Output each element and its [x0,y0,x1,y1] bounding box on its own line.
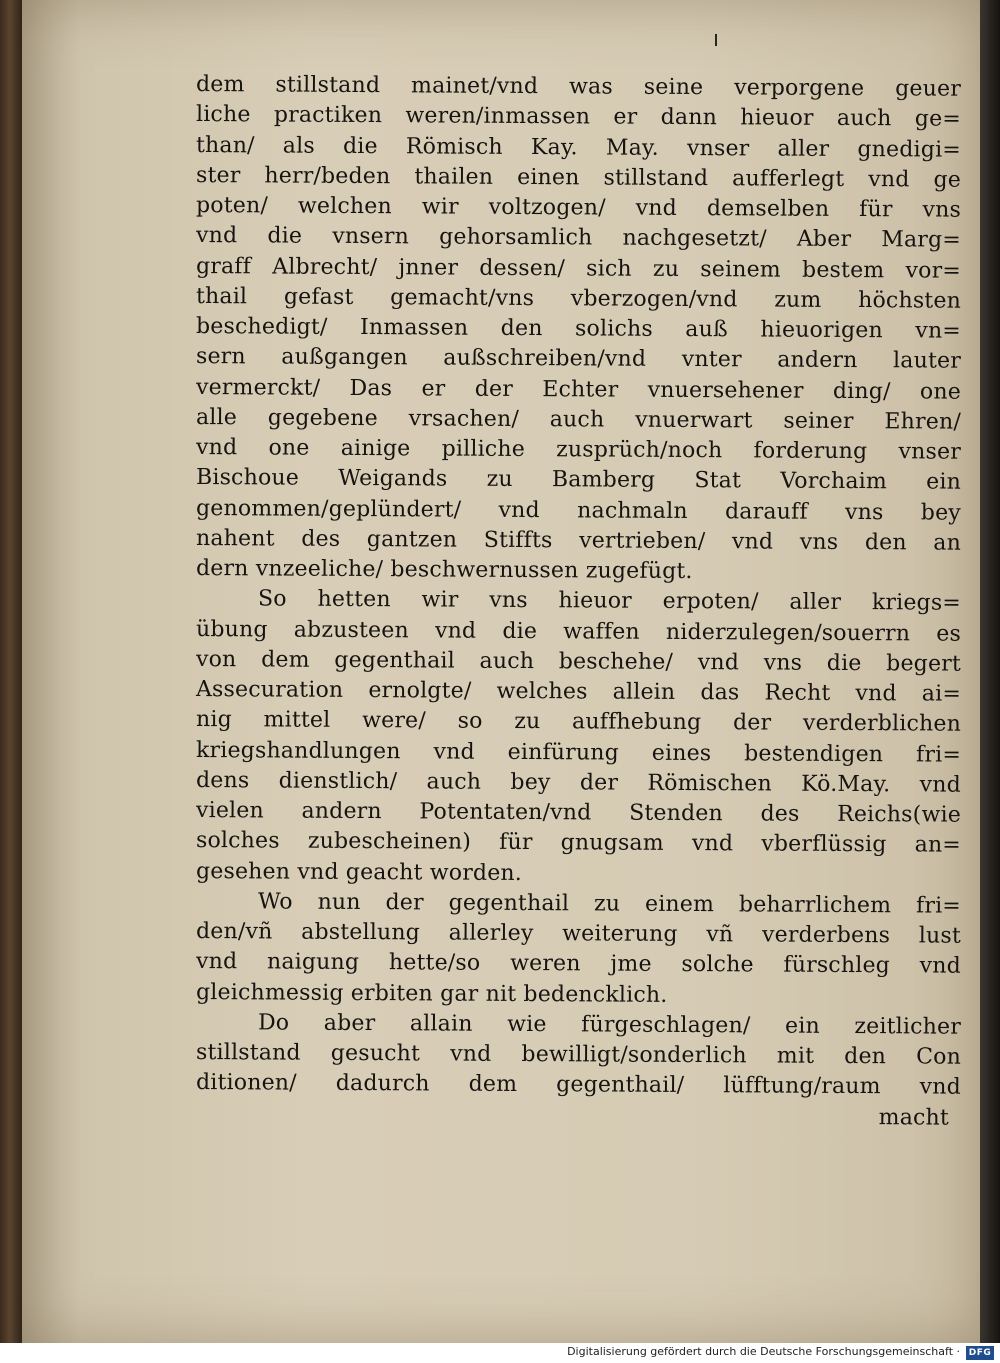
text-line: vnd one ainige pilliche zusprüch/noch forderung vnser [195,435,962,465]
text-block [196,70,961,1129]
text-line: stillstand gesucht vnd bewilligt/sonderlich mit den Con [195,1040,962,1070]
book-spine [0,0,22,1343]
text-line: beschedigt/ Inmassen den solichs auß hieuorigen vn= [195,314,962,344]
text-line: vermerckt/ Das er der Echter vnuersehener ding/ one [195,374,962,405]
text-line: genommen/geplündert/ vnd nachmaln darauff vns bey [195,495,962,526]
text-line: übung abzusteen vnd die waffen niderzulegen/souerrn es [195,616,962,647]
text-line: Bischoue Weigands zu Bamberg Stat Vorchaim ein [195,465,962,495]
text-line: alle gegebene vrsachen/ auch vnuerwart seiner Ehren/ [195,404,962,435]
text-line: nahent des gantzen Stiffts vertrieben/ vnd vns den an [195,525,962,556]
text-line: Do aber allain wie fürgeschlagen/ ein zeitlicher [257,1010,962,1040]
text-line: graff Albrecht/ jnner dessen/ sich zu seinem bestem vor= [195,253,962,284]
text-line: thail gefast gemacht/vns vberzogen/vnd zum höchsten [195,283,962,314]
text-line: dens dienstlich/ auch bey der Römischen Kö.May. vnd [195,767,962,798]
text-line: kriegshandlungen vnd einfürung eines bestendigen fri= [195,737,962,768]
text-line: nig mittel were/ so zu auffhebung der verderblichen [195,707,962,737]
page-edge-shadow [980,0,1000,1343]
top-mark [715,34,717,46]
footer-bar [0,1343,1000,1363]
text-line: sern außgangen außschreiben/vnd vnter andern lauter [195,344,962,374]
text-line: gesehen vnd geacht worden. [195,858,523,886]
text-line: solches zubescheinen) für gnugsam vnd vberflüssig an= [195,828,962,858]
text-line: von dem gegenthail auch beschehe/ vnd vns die begert [195,646,962,677]
dfg-logo: DFG [966,1346,994,1360]
text-line: vnd die vnsern gehorsamlich nachgesetzt/ Aber Marg= [195,223,962,253]
text-line: Assecuration ernolgte/ welches allein das Recht vnd ai= [195,677,962,707]
text-line: liche practiken weren/inmassen er dann hieuor auch ge= [195,102,962,132]
text-line: ditionen/ dadurch dem gegenthail/ lüfftung/raum vnd [195,1070,962,1100]
footer-credit: Digitalisierung gefördert durch die Deutsche Forschungsgemeinschaft · [567,1345,960,1358]
text-line: den/vñ abstellung allerley weiterung vñ verderbens lust [195,919,962,949]
text-line: So hetten wir vns hieuor erpoten/ aller kriegs= [257,586,962,616]
text-line: vnd naigung hette/so weren jme solche fürschleg vnd [195,949,962,979]
text-line: dern vnzeeliche/ beschwernussen zugefügt. [195,556,693,585]
text-line: than/ als die Römisch Kay. May. vnser aller gnedigi= [195,132,962,163]
text-line: dem stillstand mainet/vnd was seine verporgene geuer [195,72,962,102]
text-line: ster herr/beden thailen einen stillstand aufferlegt vnd ge [195,162,962,193]
text-line: macht [878,1104,950,1131]
text-line: vielen andern Potentaten/vnd Stenden des Reichs(wie [195,798,962,828]
text-line: Wo nun der gegenthail zu einem beharrlichem fri= [257,889,962,919]
text-line: gleichmessig erbiten gar nit bedencklich. [195,979,668,1008]
text-line: poten/ welchen wir voltzogen/ vnd demselben für vns [195,193,962,223]
